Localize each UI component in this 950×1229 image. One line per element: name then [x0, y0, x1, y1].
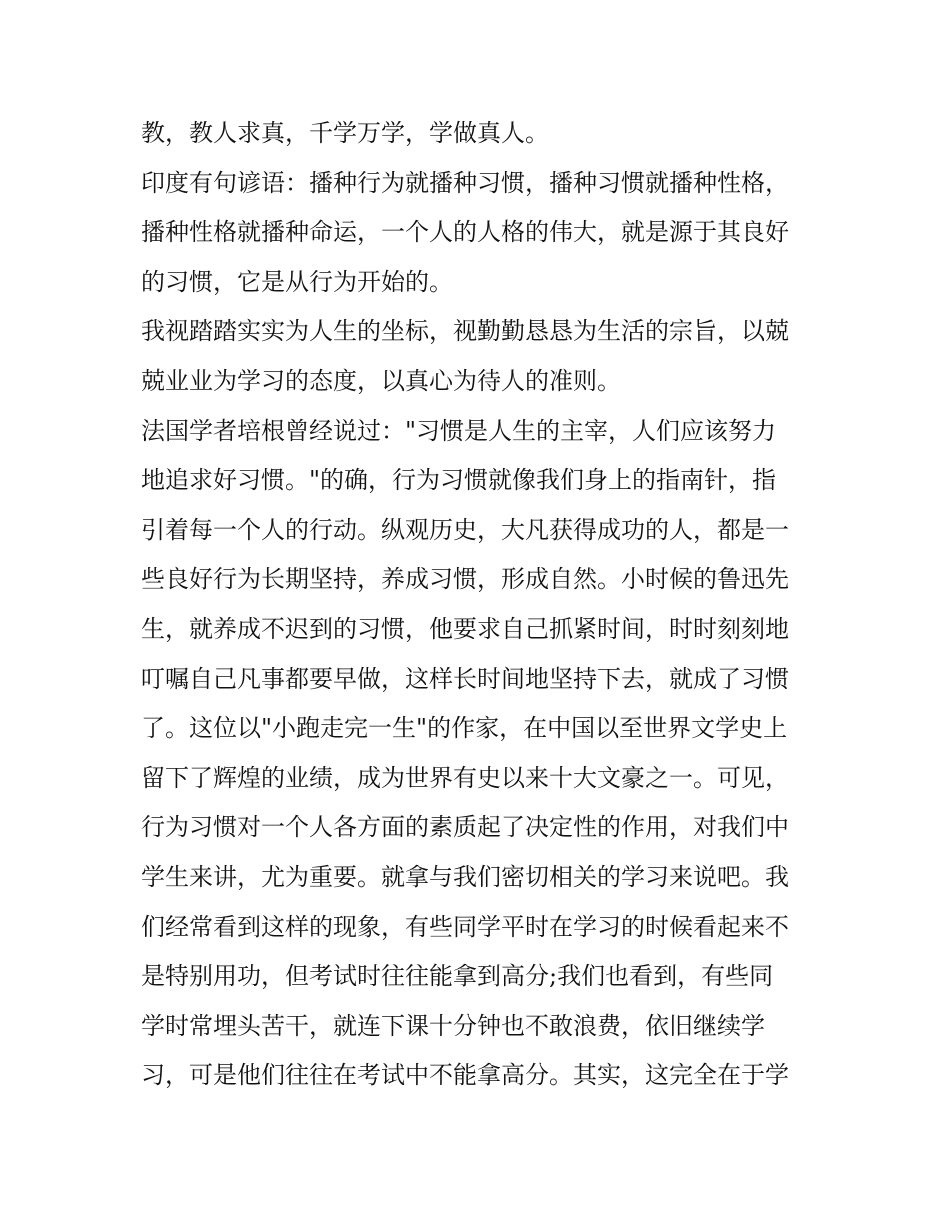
text-line: 播种性格就播种命运，一个人的人格的伟大，就是源于其良好 — [141, 218, 789, 247]
text-line: 学生来讲，尤为重要。就拿与我们密切相关的学习来说吧。我 — [141, 862, 789, 891]
text-line: 学时常埋头苦干，就连下课十分钟也不敢浪费，依旧继续学 — [141, 1011, 765, 1040]
text-line: 法国学者培根曾经说过："习惯是人生的主宰，人们应该努力 — [141, 416, 777, 445]
text-line: 们经常看到这样的现象，有些同学平时在学习的时候看起来不 — [141, 912, 789, 941]
text-line: 兢业业为学习的态度，以真心为待人的准则。 — [141, 366, 621, 395]
text-line: 印度有句谚语：播种行为就播种习惯，播种习惯就播种性格， — [141, 168, 789, 197]
body-text — [141, 109, 813, 1101]
text-line: 了。这位以"小跑走完一生"的作家，在中国以至世界文学史上 — [141, 714, 788, 743]
text-line: 叮嘱自己凡事都要早做，这样长时间地坚持下去，就成了习惯 — [141, 664, 789, 693]
text-line: 教，教人求真，千学万学，学做真人。 — [141, 119, 549, 147]
text-line: 我视踏踏实实为人生的坐标，视勤勤恳恳为生活的宗旨，以兢 — [141, 317, 789, 346]
text-line: 是特别用功，但考试时往往能拿到高分;我们也看到，有些同 — [141, 962, 774, 991]
text-line: 行为习惯对一个人各方面的素质起了决定性的作用，对我们中 — [141, 813, 789, 842]
text-line: 生，就养成不迟到的习惯，他要求自己抓紧时间，时时刻刻地 — [141, 614, 789, 643]
text-line: 引着每一个人的行动。纵观历史，大凡获得成功的人，都是一 — [141, 515, 789, 544]
text-line: 习，可是他们往往在考试中不能拿高分。其实，这完全在于学 — [141, 1061, 789, 1090]
text-line: 地追求好习惯。"的确，行为习惯就像我们身上的指南针，指 — [141, 466, 777, 495]
text-line: 留下了辉煌的业绩，成为世界有史以来十大文豪之一。可见， — [141, 763, 789, 792]
text-line: 些良好行为长期坚持，养成习惯，形成自然。小时候的鲁迅先 — [141, 565, 789, 594]
text-line: 的习惯，它是从行为开始的。 — [141, 267, 453, 296]
